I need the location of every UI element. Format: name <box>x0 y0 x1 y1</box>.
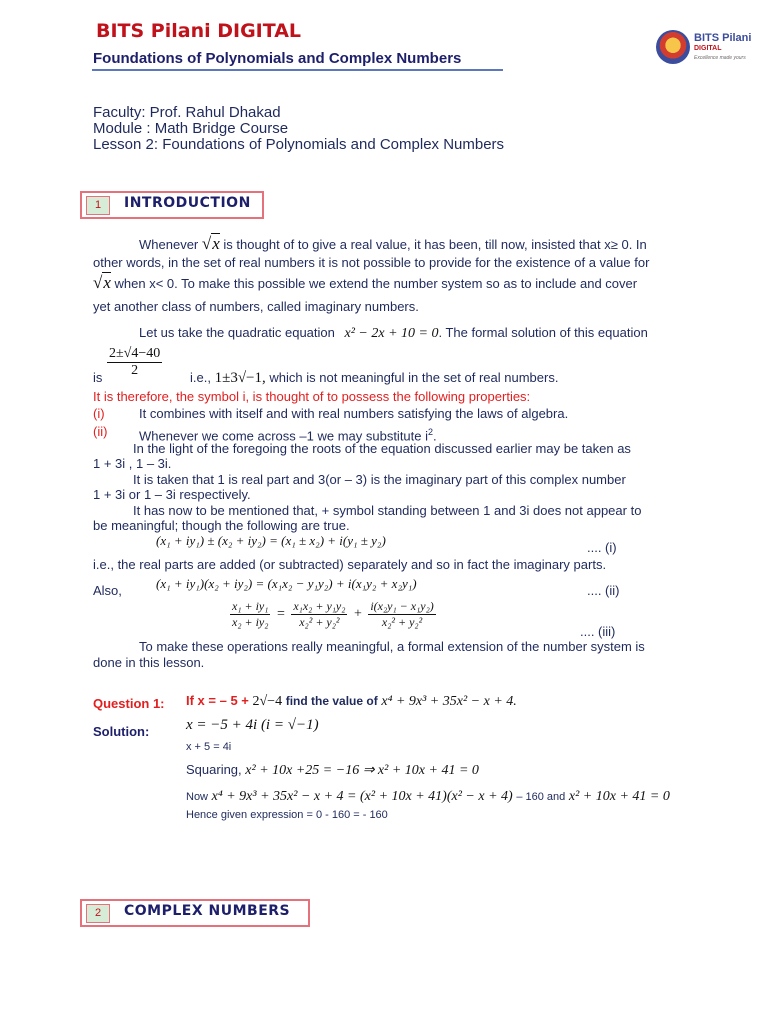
solution-step-1: x = −5 + 4i (i = √−1) <box>186 717 319 733</box>
para-line: 1 + 3i , 1 – 3i. <box>93 456 172 471</box>
para-line: In the light of the foregoing the roots of the equation discussed earlier may be taken as <box>133 441 631 456</box>
brand-title: BITS Pilani DIGITAL <box>96 20 302 42</box>
module-line: Module : Math Bridge Course <box>93 120 289 137</box>
para-line: It has now to be mentioned that, + symbol standing between 1 and 3i does not appear to <box>133 503 642 518</box>
solution-step-3: Squaring, x² + 10x +25 = −16 ⇒ x² + 10x + 41 = 0 <box>186 762 479 778</box>
section-title: COMPLEX NUMBERS <box>124 903 291 919</box>
property-1-number: (i) <box>93 406 105 421</box>
property-1-text: It combines with itself and with real numbers satisfying the laws of algebra. <box>139 406 569 421</box>
logo-sub: DIGITAL <box>694 45 722 52</box>
para-line: To make these operations really meaningful, a formal extension of the number system is <box>139 639 645 654</box>
section-number: 1 <box>86 196 110 215</box>
bits-logo <box>656 30 752 68</box>
section-heading-introduction <box>80 191 264 219</box>
solution-step-4: Now x⁴ + 9x³ + 35x² − x + 4 = (x² + 10x + 41)(x² − x + 4) – 160 and x² + 10x + 41 = 0 <box>186 789 670 804</box>
para-line: 1 + 3i or 1 – 3i respectively. <box>93 487 251 502</box>
lesson-line: Lesson 2: Foundations of Polynomials and Complex Numbers <box>93 136 505 153</box>
solution-step-2: x + 5 = 4i <box>186 741 232 753</box>
logo-tagline: Excellence made yours <box>694 55 746 61</box>
equation-iii: $\frac{\text{x₁ + iy₁}}{\text{x₂ + iy₂}}$ = $\frac{\text{x₁x₂ + y₁y₂}}{\text{x₂² + y₂²}}$ + $\frac{\text{i(x₂y₁ − x₁y₂)}}{\text{x₂² + y₂²}}$ <box>232 599 434 629</box>
logo-name: BITS Pilani <box>694 32 752 44</box>
bits-emblem-icon <box>656 30 690 64</box>
para-line: done in this lesson. <box>93 655 205 670</box>
title-underline <box>92 69 503 71</box>
property-2-text: Whenever we come across –1 we may substitute $i^2$. <box>139 427 437 444</box>
solution-result: Hence given expression = 0 - 160 = - 160 <box>186 809 388 821</box>
faculty-line: Faculty: Prof. Rahul Dhakad <box>93 104 281 121</box>
para-line: i.e., the real parts are added (or subtracted) separately and so in fact the imaginary parts. <box>93 557 607 572</box>
solution-fraction: $\frac{2\pm√4-40}{2}$ <box>109 346 161 378</box>
intro-is: is <box>93 370 103 385</box>
para-line: be meaningful; though the following are true. <box>93 518 350 533</box>
para-line: It is taken that 1 is real part and 3(or – 3) is the imaginary part of this complex number <box>133 472 626 487</box>
intro-p1-line1: Whenever √x is thought of to give a real value, it has been, till now, insisted that x≥ 0. In <box>139 234 647 253</box>
property-2-number: (ii) <box>93 424 108 439</box>
equation-i-tag: .... (i) <box>587 540 617 555</box>
question-label: Question 1: <box>93 696 165 711</box>
intro-p1-line3: √x when x< 0. To make this possible we extend the number system so as to include and cover <box>93 273 638 292</box>
question-text: If x = – 5 + 2√−4 find the value of x⁴ + 9x³ + 35x² − x + 4. <box>186 693 517 709</box>
intro-p1-line4: yet another class of numbers, called imaginary numbers. <box>93 299 419 314</box>
intro-p1-line2: other words, in the set of real numbers it is not possible to provide for the existence of a value for <box>93 255 650 270</box>
equation-i: (x₁ + iy₁) ± (x₂ + iy₂) = (x₁ ± x₂) + i(y₁ ± y₂) <box>156 533 386 548</box>
section-heading-complex-numbers <box>80 899 310 927</box>
properties-intro: It is therefore, the symbol i, is thought of to possess the following properties: <box>93 389 531 404</box>
also-label: Also, <box>93 583 122 598</box>
document-title: Foundations of Polynomials and Complex Numbers <box>93 50 462 67</box>
equation-ii-tag: .... (ii) <box>587 583 620 598</box>
section-number: 2 <box>86 904 110 923</box>
solution-label: Solution: <box>93 724 150 739</box>
intro-p2-line2: i.e., 1±3√−1, which is not meaningful in the set of real numbers. <box>190 370 559 386</box>
section-title: INTRODUCTION <box>124 195 251 211</box>
equation-iii-tag: .... (iii) <box>580 624 616 639</box>
intro-p2-line1: Let us take the quadratic equation x² − 2x + 10 = 0. The formal solution of this equation <box>139 325 648 341</box>
equation-ii: (x₁ + iy₁)(x₂ + iy₂) = (x₁x₂ − y₁y₂) + i(x₁y₂ + x₂y₁) <box>156 576 417 591</box>
